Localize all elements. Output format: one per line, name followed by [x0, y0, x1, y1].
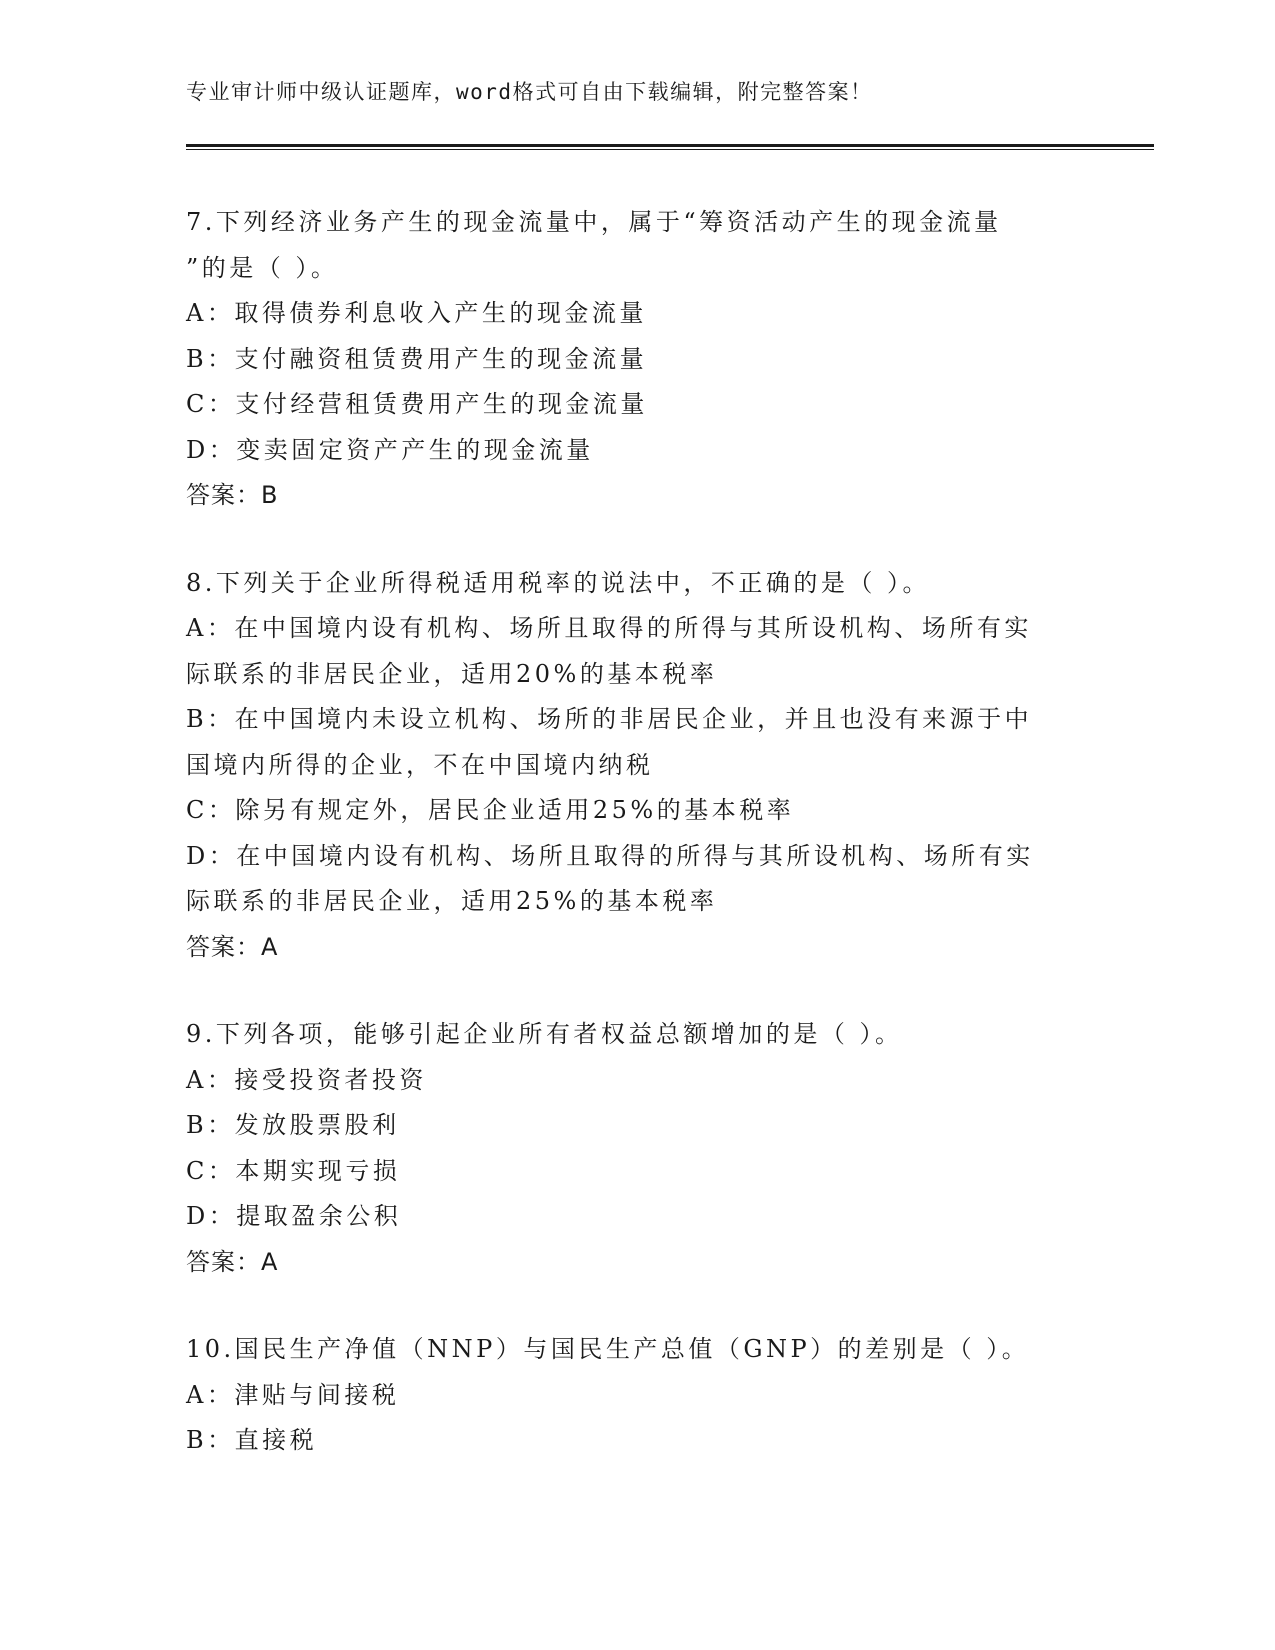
option-b-continued: 国境内所得的企业，不在中国境内纳税	[186, 750, 654, 779]
option-d-continued: 际联系的非居民企业，适用25%的基本税率	[186, 887, 718, 915]
option-b: B：在中国境内未设立机构、场所的非居民企业，并且也没有来源于中	[186, 705, 1033, 733]
answer-text: 答案：A	[186, 1247, 279, 1276]
question-9	[186, 1012, 1086, 1285]
question-8	[186, 561, 1086, 971]
option-a-continued: 际联系的非居民企业，适用20%的基本税率	[186, 659, 718, 688]
page-header: 专业审计师中级认证题库，word格式可自由下载编辑，附完整答案！	[186, 80, 873, 104]
question-stem: ”的是（ ）。	[186, 253, 339, 282]
header-divider	[186, 144, 1154, 150]
option-b: B：直接税	[186, 1426, 318, 1454]
option-b: B：发放股票股利	[186, 1111, 400, 1139]
answer-text: 答案：B	[186, 481, 279, 509]
option-d: D：变卖固定资产产生的现金流量	[186, 435, 594, 464]
question-10	[186, 1327, 1086, 1464]
option-c: C：除另有规定外，居民企业适用25%的基本税率	[186, 796, 795, 824]
question-7	[186, 200, 1086, 519]
option-a: A：津贴与间接税	[186, 1380, 400, 1409]
option-d: D：在中国境内设有机构、场所且取得的所得与其所设机构、场所有实	[186, 841, 1034, 870]
question-stem: 8.下列关于企业所得税适用税率的说法中，不正确的是（ ）。	[186, 568, 931, 597]
option-a: A：接受投资者投资	[186, 1065, 427, 1094]
option-c: C：支付经营租赁费用产生的现金流量	[186, 390, 648, 418]
option-a: A：取得债券利息收入产生的现金流量	[186, 299, 647, 327]
option-a: A：在中国境内设有机构、场所且取得的所得与其所设机构、场所有实	[186, 614, 1032, 642]
question-stem: 10.国民生产净值（NNP）与国民生产总值（GNP）的差别是（ ）。	[186, 1335, 1030, 1363]
question-stem: 9.下列各项，能够引起企业所有者权益总额增加的是（ ）。	[186, 1020, 903, 1048]
option-d: D：提取盈余公积	[186, 1202, 402, 1230]
option-b: B：支付融资租赁费用产生的现金流量	[186, 344, 648, 373]
answer-text: 答案：A	[186, 932, 279, 961]
question-stem: 7.下列经济业务产生的现金流量中，属于“筹资活动产生的现金流量	[186, 208, 1002, 236]
option-c: C：本期实现亏损	[186, 1156, 401, 1185]
question-list	[186, 200, 1086, 1506]
